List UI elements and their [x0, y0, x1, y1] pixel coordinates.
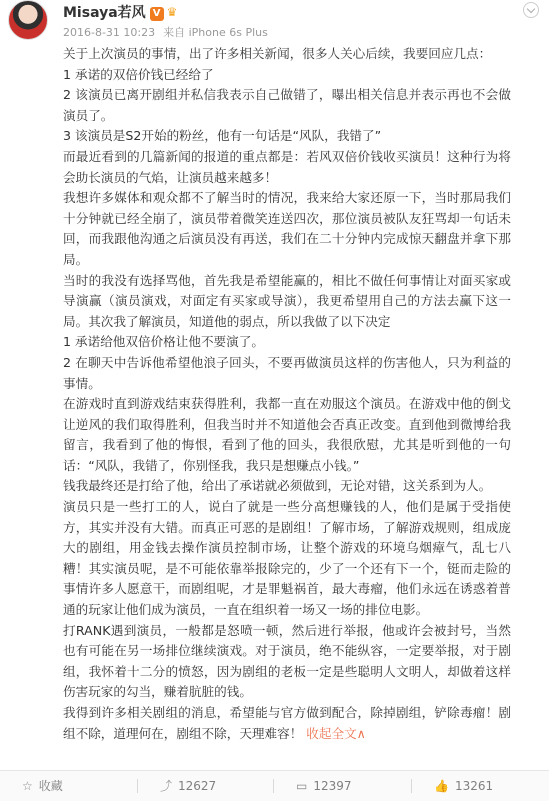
action-bar [0, 770, 549, 801]
like-count: 13261 [454, 779, 494, 793]
paragraph: 钱我最终还是打给了他，给出了承诺就必须做到，无论对错，这关系到为人。 [63, 478, 492, 494]
avatar[interactable] [8, 0, 48, 40]
collapse-link[interactable] [306, 726, 366, 741]
comment-count: 12397 [313, 779, 352, 793]
paragraph: 我想许多媒体和观众都不了解当时的情况，我来给大家还原一下，当时那局我们十分钟就已经全崩了，演员带着微笑连送四次，那位演员被队友狂骂却一句话未回，而我跟他沟通之后演员没有再送，我们在二十分钟内完成惊天翻盘并拿下那局。 [63, 190, 511, 267]
post-meta [63, 24, 276, 40]
divider [273, 779, 274, 793]
favorite-button[interactable] [22, 771, 63, 801]
repost-button[interactable] [160, 771, 216, 801]
paragraph: 在游戏时直到游戏结束获得胜利，我都一直在劝服这个演员。在游戏中他的倒戈让逆风的我们取得胜利，但我当时并不知道他会否真正改变。直到他到微博给我留言，我看到了他的悔恨，看到了他的回头，我很欣慰，尤其是听到他的一句话：“风队，我错了，你别怪我，我只是想赚点小钱。” [63, 396, 511, 473]
paragraph: 而最近看到的几篇新闻的报道的重点都是：若风双倍价钱收买演员！这种行为将会助长演员的气焰，让演员越来越多！ [63, 148, 511, 185]
more-chevron-icon[interactable] [523, 2, 539, 18]
paragraph: 演员只是一些打工的人，说白了就是一些分高想赚钱的人，他们是属于受指使方，其实并没有大错。而真正可恶的是剧组！了解市场，了解游戏规则，组成庞大的剧组，用金钱去操作演员控制市场，让整个游戏的环境乌烟瘴气，乱七八糟！其实演员呢，是不可能依靠举报除完的，少了一个还有下一个，铤而走险的事情许多人愿意干，而剧组呢，才是罪魁祸首，最大毒瘤，他们永远在诱惑着普通的玩家让他们成为演员，一直在组织着一场又一场的排位电影。 [63, 499, 511, 618]
paragraph: 2 该演员已离开剧组并私信我表示自己做错了，曝出相关信息并表示再也不会做演员了。 [63, 87, 511, 123]
repost-icon: ⤴ [160, 779, 173, 793]
post-header [0, 0, 549, 44]
username-row [63, 2, 183, 22]
crown-icon: ♛ [166, 5, 178, 19]
paragraph: 打RANK遇到演员，一般都是怒喷一顿，然后进行举报，他或许会被封号，当然也有可能在另一场排位继续演戏。对于演员，绝不能纵容，一定要举报，对于剧组，我怀着十二分的愤怒，因为剧组的老板一定是些聪明人文明人，却做着这样伤害玩家的勾当，赚着肮脏的钱。 [63, 622, 511, 700]
comment-icon: ▭ [296, 779, 308, 793]
collapse-arrow-icon: ∧ [356, 725, 366, 741]
paragraph: 关于上次演员的事情，出了许多相关新闻，很多人关心后续，我要回应几点： [63, 46, 492, 61]
collapse-label: 收起全文 [306, 725, 357, 741]
divider [137, 779, 138, 793]
like-button[interactable] [434, 771, 493, 801]
comment-button[interactable] [296, 771, 352, 801]
paragraph-last [63, 703, 511, 744]
paragraph: 1 承诺的双倍价钱已经给了 [63, 66, 214, 82]
vip-badge-icon: V [150, 7, 164, 21]
post-source: 来自 iPhone 6s Plus [163, 26, 268, 39]
post-time: 2016-8-31 10:23 [63, 26, 156, 39]
favorite-label: 收藏 [38, 779, 63, 793]
paragraph-text: 我得到许多相关剧组的消息，希望能与官方做到配合，除掉剧组，铲除毒瘤！剧组不除，道理何在，剧组不除，天理难容！ [63, 705, 511, 741]
post-content [63, 44, 511, 744]
username[interactable]: Misaya若风 [63, 5, 146, 21]
divider [411, 779, 412, 793]
paragraph: 1 承诺给他双倍价格让他不要演了。 [63, 334, 264, 350]
paragraph: 3 该演员是S2开始的粉丝，他有一句话是“风队，我错了” [63, 128, 382, 144]
like-icon: 👍 [434, 779, 449, 793]
paragraph: 当时的我没有选择骂他，首先我是希望能赢的，相比不做任何事情让对面买家或导演赢（演员演戏，对面定有买家或导演），我更希望用自己的方法去赢下这一局。其次我了解演员，知道他的弱点，所以我做了以下决定 [63, 272, 511, 329]
star-icon: ☆ [22, 779, 33, 793]
paragraph: 2 在聊天中告诉他希望他浪子回头，不要再做演员这样的伤害他人，只为利益的事情。 [63, 354, 511, 391]
repost-count: 12627 [178, 779, 217, 793]
